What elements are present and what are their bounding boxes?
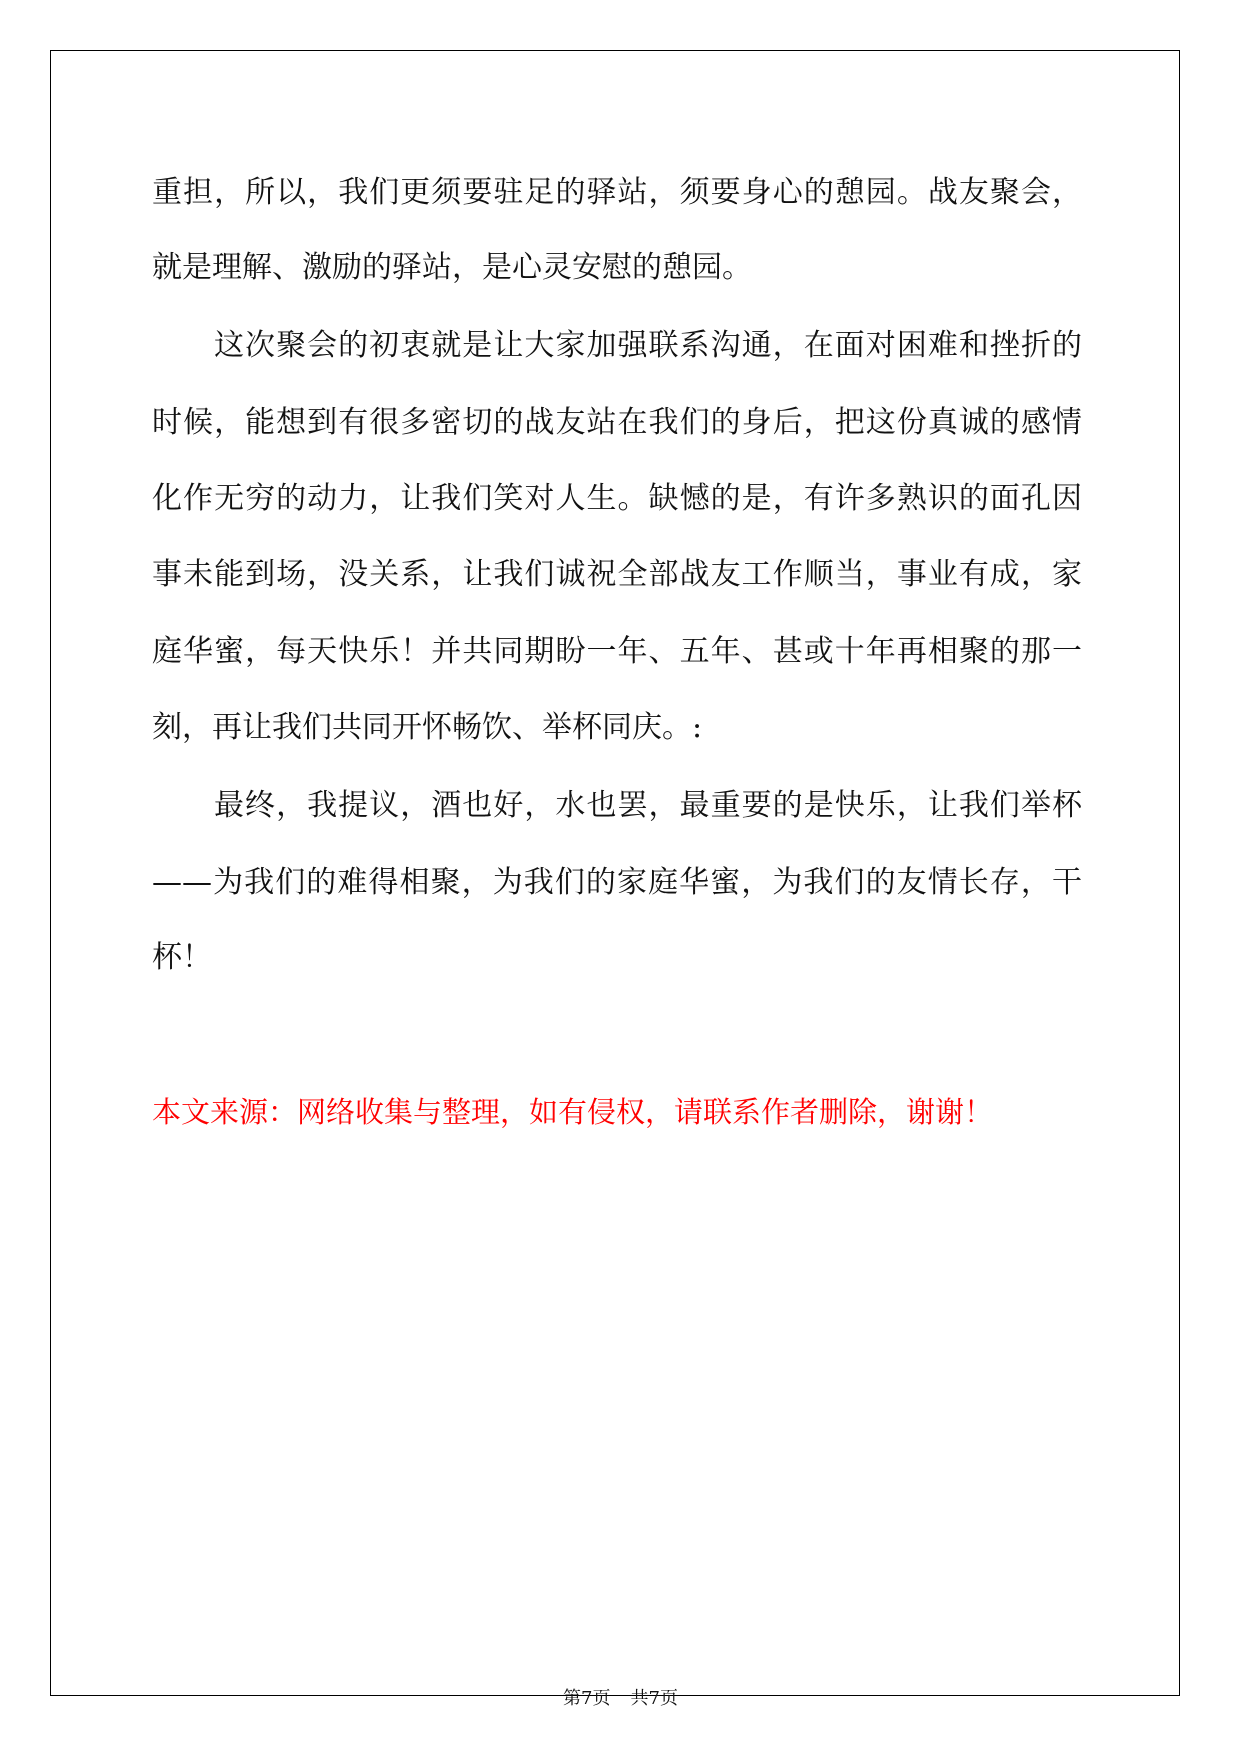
paragraph-2-line-3: 化作无穷的动力，让我们笑对人生。缺憾的是，有许多熟识的面孔因 xyxy=(152,481,1082,516)
paragraph-2-line-5: 庭华蜜，每天快乐！并共同期盼一年、五年、甚或十年再相聚的那一 xyxy=(152,634,1082,669)
paragraph-2-line-6: 刻，再让我们共同开怀畅饮、举杯同庆。: xyxy=(152,710,703,745)
page-number-total: 共7页 xyxy=(630,1688,678,1709)
page-footer xyxy=(0,1687,1241,1711)
page-number-current: 第7页 xyxy=(563,1688,611,1709)
paragraph-3-line-3: 杯！ xyxy=(152,940,212,975)
paragraph-2-line-1: 这次聚会的初衷就是让大家加强联系沟通，在面对困难和挫折的 xyxy=(214,328,1082,363)
source-note: 本文来源：网络收集与整理，如有侵权，请联系作者删除，谢谢！ xyxy=(152,1095,994,1129)
paragraph-3-line-2: ——为我们的难得相聚，为我们的家庭华蜜，为我们的友情长存，干 xyxy=(152,865,1082,900)
paragraph-1-line-1: 重担，所以，我们更须要驻足的驿站，须要身心的憩园。战友聚会， xyxy=(152,175,1082,210)
paragraph-3-line-1: 最终，我提议，酒也好，水也罢，最重要的是快乐，让我们举杯 xyxy=(214,788,1082,823)
paragraph-1-line-2: 就是理解、激励的驿站，是心灵安慰的憩园。 xyxy=(152,250,752,285)
paragraph-2-line-4: 事未能到场，没关系，让我们诚祝全部战友工作顺当，事业有成，家 xyxy=(152,557,1082,592)
paragraph-2-line-2: 时候，能想到有很多密切的战友站在我们的身后，把这份真诚的感情 xyxy=(152,405,1082,440)
